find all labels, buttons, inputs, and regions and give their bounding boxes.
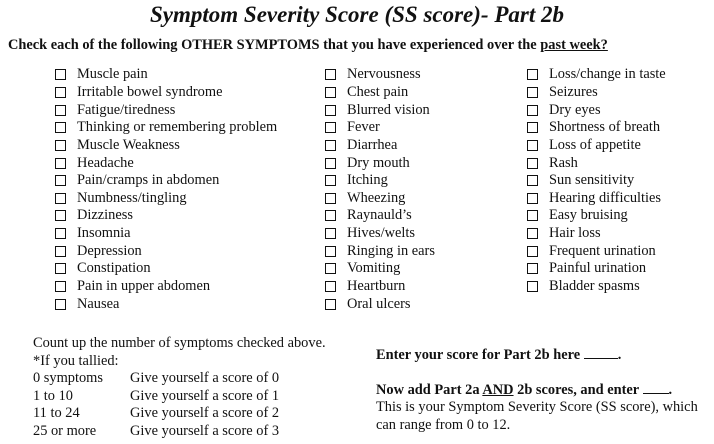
symptom-label: Sun sensitivity	[549, 172, 635, 189]
symptom-label: Dry eyes	[549, 101, 601, 118]
tally-row	[33, 423, 326, 441]
tally-if-text: *If you tallied:	[33, 352, 119, 369]
symptom-label: Pain/cramps in abdomen	[77, 172, 220, 189]
symptom-checkbox[interactable]	[55, 263, 66, 274]
symptom-item[interactable]	[325, 225, 435, 243]
symptom-label: Constipation	[77, 260, 151, 277]
symptom-checkbox[interactable]	[55, 210, 66, 221]
symptom-label: Loss of appetite	[549, 136, 641, 153]
symptom-item[interactable]	[527, 242, 666, 260]
symptom-item[interactable]	[527, 66, 666, 84]
symptom-checkbox[interactable]	[527, 210, 538, 221]
symptom-checkbox[interactable]	[55, 158, 66, 169]
symptom-checkbox[interactable]	[527, 158, 538, 169]
symptom-checkbox[interactable]	[325, 228, 336, 239]
symptom-label: Insomnia	[77, 225, 131, 242]
symptom-checkbox[interactable]	[527, 228, 538, 239]
tally-count-text: Count up the number of symptoms checked above.	[33, 335, 326, 351]
instruction-text	[8, 37, 608, 54]
symptom-checkbox[interactable]	[325, 140, 336, 151]
enter-score-text: Enter your score for Part 2b here	[376, 347, 581, 363]
symptom-checkbox[interactable]	[55, 281, 66, 292]
symptom-label: Thinking or remembering problem	[77, 119, 278, 136]
symptom-label: Wheezing	[347, 189, 406, 206]
symptom-item[interactable]	[325, 154, 435, 172]
symptom-checkbox[interactable]	[527, 105, 538, 116]
symptom-item[interactable]	[55, 119, 277, 137]
symptom-item[interactable]	[55, 101, 277, 119]
symptom-label: Fever	[347, 119, 380, 136]
symptom-checkbox[interactable]	[325, 105, 336, 116]
symptom-checkbox[interactable]	[325, 193, 336, 204]
symptom-item[interactable]	[325, 137, 435, 155]
total-period: .	[668, 382, 673, 398]
total-enter-line	[376, 381, 698, 399]
symptom-label: Painful urination	[549, 260, 647, 277]
symptom-label: Muscle pain	[77, 66, 148, 83]
symptom-checkbox[interactable]	[325, 210, 336, 221]
symptom-checkbox[interactable]	[55, 69, 66, 80]
symptom-item[interactable]	[325, 172, 435, 190]
symptom-item[interactable]	[527, 137, 666, 155]
symptom-checkbox[interactable]	[527, 263, 538, 274]
total-range-line: can range from 0 to 12.	[376, 416, 511, 433]
symptom-item[interactable]	[527, 84, 666, 102]
symptom-item[interactable]	[325, 189, 435, 207]
symptom-checkbox[interactable]	[55, 175, 66, 186]
symptom-label: Frequent urination	[549, 242, 656, 259]
symptom-label: Dizziness	[77, 207, 133, 224]
symptom-item[interactable]	[325, 242, 435, 260]
symptom-label: Raynauld’s	[347, 207, 412, 224]
symptom-label: Nausea	[77, 295, 120, 312]
ss-score-blank[interactable]	[643, 381, 669, 394]
symptom-column-3	[527, 66, 666, 295]
symptom-item[interactable]	[527, 260, 666, 278]
symptom-item[interactable]	[325, 84, 435, 102]
symptom-checkbox[interactable]	[527, 122, 538, 133]
symptom-checkbox[interactable]	[325, 122, 336, 133]
symptom-checkbox[interactable]	[55, 105, 66, 116]
symptom-item[interactable]	[325, 207, 435, 225]
page-title: Symptom Severity Score (SS score)- Part 2b	[150, 2, 564, 27]
symptom-label: Diarrhea	[347, 136, 398, 153]
symptom-item[interactable]	[55, 207, 277, 225]
score-entry-block	[376, 346, 698, 434]
symptom-label: Ringing in ears	[347, 242, 435, 259]
symptom-label: Rash	[549, 154, 578, 171]
tally-score: Give yourself a score of 1	[130, 387, 280, 404]
tally-range: 1 to 10	[33, 387, 73, 404]
symptom-checkbox[interactable]	[527, 246, 538, 257]
enter-score-period: .	[617, 347, 622, 363]
tally-score: Give yourself a score of 3	[130, 422, 280, 439]
symptom-label: Hearing difficulties	[549, 189, 662, 206]
total-after-text: 2b scores, and enter	[513, 382, 639, 398]
symptom-label: Depression	[77, 242, 142, 259]
symptom-checkbox[interactable]	[55, 122, 66, 133]
symptom-checkbox[interactable]	[325, 69, 336, 80]
symptom-checkbox[interactable]	[55, 87, 66, 98]
symptom-item[interactable]	[527, 207, 666, 225]
symptom-checkbox[interactable]	[325, 299, 336, 310]
symptom-column-2	[325, 66, 435, 313]
tally-range: 11 to 24	[33, 405, 80, 422]
symptom-checkbox[interactable]	[527, 175, 538, 186]
symptom-label: Hives/welts	[347, 225, 415, 242]
symptom-item[interactable]	[55, 172, 277, 190]
symptom-item[interactable]	[325, 278, 435, 296]
symptom-label: Headache	[77, 154, 134, 171]
tally-row	[33, 405, 326, 423]
symptom-item[interactable]	[325, 66, 435, 84]
tally-row	[33, 370, 326, 388]
symptom-label: Nervousness	[347, 66, 421, 83]
symptom-label: Bladder spasms	[549, 278, 640, 294]
symptom-label: Itching	[347, 172, 388, 189]
symptom-item[interactable]	[55, 154, 277, 172]
symptom-checkbox[interactable]	[55, 246, 66, 257]
symptom-checkbox[interactable]	[325, 87, 336, 98]
symptom-label: Seizures	[549, 83, 598, 100]
symptom-checkbox[interactable]	[55, 299, 66, 310]
symptom-label: Pain in upper abdomen	[77, 278, 211, 294]
symptom-item[interactable]	[55, 260, 277, 278]
symptom-item[interactable]	[527, 101, 666, 119]
symptom-checkbox[interactable]	[527, 140, 538, 151]
symptom-label: Irritable bowel syndrome	[77, 83, 223, 100]
symptom-item[interactable]	[55, 84, 277, 102]
symptom-label: Easy bruising	[549, 207, 628, 224]
symptom-item[interactable]	[55, 278, 277, 296]
symptom-item[interactable]	[55, 242, 277, 260]
symptom-item[interactable]	[325, 119, 435, 137]
symptom-item[interactable]	[527, 189, 666, 207]
symptom-item[interactable]	[325, 101, 435, 119]
symptom-item[interactable]	[527, 172, 666, 190]
symptom-item[interactable]	[527, 154, 666, 172]
symptom-label: Heartburn	[347, 278, 406, 294]
symptom-checkbox[interactable]	[55, 193, 66, 204]
symptom-checkbox[interactable]	[527, 87, 538, 98]
symptom-item[interactable]	[55, 225, 277, 243]
symptom-label: Blurred vision	[347, 101, 430, 118]
symptom-item[interactable]	[527, 119, 666, 137]
symptom-label: Fatigue/tiredness	[77, 101, 176, 118]
symptom-checkbox[interactable]	[527, 193, 538, 204]
symptom-label: Numbness/tingling	[77, 189, 187, 206]
symptom-column-1	[55, 66, 277, 313]
symptom-checkbox[interactable]	[527, 281, 538, 292]
symptom-item[interactable]	[55, 137, 277, 155]
symptom-checkbox[interactable]	[325, 158, 336, 169]
tally-score: Give yourself a score of 2	[130, 405, 280, 422]
symptom-checkbox[interactable]	[55, 228, 66, 239]
symptom-checkbox[interactable]	[325, 246, 336, 257]
instruction-underlined: past week?	[540, 37, 608, 53]
total-before-text: Now add Part 2a	[376, 382, 483, 398]
symptom-item[interactable]	[325, 295, 435, 313]
total-and-text: AND	[482, 382, 514, 398]
symptom-checkbox[interactable]	[325, 281, 336, 292]
tally-instructions	[33, 335, 326, 441]
symptom-label: Chest pain	[347, 83, 409, 100]
symptom-item[interactable]	[55, 189, 277, 207]
symptom-label: Muscle Weakness	[77, 136, 180, 153]
symptom-item[interactable]	[325, 260, 435, 278]
symptom-label: Oral ulcers	[347, 295, 411, 312]
total-instructions	[376, 381, 698, 434]
instruction-main: Check each of the following OTHER SYMPTOMS that you have experienced over the	[8, 37, 541, 53]
symptom-label: Hair loss	[549, 225, 601, 242]
symptom-checkbox[interactable]	[527, 69, 538, 80]
tally-score: Give yourself a score of 0	[130, 370, 280, 387]
part2b-score-blank[interactable]	[584, 346, 618, 359]
symptom-checkbox[interactable]	[55, 140, 66, 151]
symptom-item[interactable]	[527, 278, 666, 296]
symptom-label: Loss/change in taste	[549, 66, 666, 83]
tally-range: 0 symptoms	[33, 370, 103, 387]
enter-score-line	[376, 346, 698, 364]
symptom-label: Dry mouth	[347, 154, 410, 171]
total-description-line: This is your Symptom Severity Score (SS score), which	[376, 399, 698, 415]
symptom-checkbox[interactable]	[325, 175, 336, 186]
symptom-item[interactable]	[55, 295, 277, 313]
symptom-item[interactable]	[527, 225, 666, 243]
symptom-label: Vomiting	[347, 260, 401, 277]
symptom-label: Shortness of breath	[549, 119, 661, 136]
tally-range: 25 or more	[33, 422, 97, 439]
symptom-item[interactable]	[55, 66, 277, 84]
tally-row	[33, 388, 326, 406]
symptom-checkbox[interactable]	[325, 263, 336, 274]
